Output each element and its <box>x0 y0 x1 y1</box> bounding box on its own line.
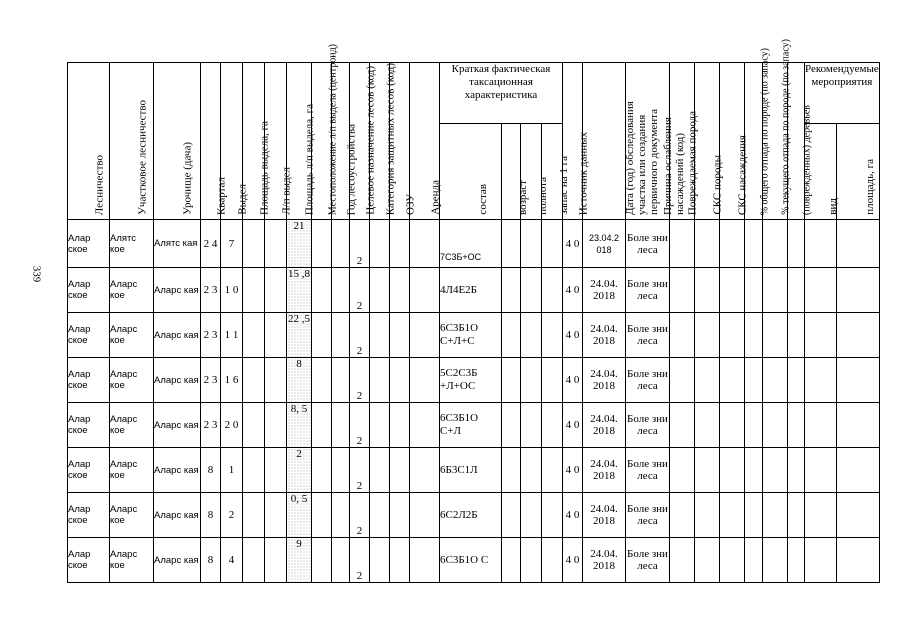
table-row <box>68 493 880 538</box>
col-pct-total: % общего отпада по породе (по запасу) <box>745 63 763 220</box>
cell-quarter: 8 <box>201 493 221 538</box>
cell-empty <box>788 403 805 448</box>
cell-empty <box>312 493 332 538</box>
cell-empty <box>805 313 837 358</box>
cell-empty <box>720 358 745 403</box>
cell-empty <box>720 493 745 538</box>
cell-purpose: 2 <box>350 403 370 448</box>
cell-plot-area: 2 <box>287 448 312 493</box>
cell-tract: Аларс кая <box>154 493 201 538</box>
cell-source: 4 0 <box>563 403 583 448</box>
cell-tract: Аларс кая <box>154 358 201 403</box>
cell-forestry: Алар ское <box>68 538 110 583</box>
cell-empty <box>410 538 440 583</box>
cell-date: 24.04. 2018 <box>583 538 626 583</box>
cell-plot-area: 21 <box>287 220 312 268</box>
col-source: Источник данных <box>563 63 583 220</box>
cell-empty <box>410 358 440 403</box>
cell-empty <box>243 358 265 403</box>
cell-empty <box>670 538 695 583</box>
col-stand: Выдел <box>221 63 243 220</box>
cell-composition: 7С3Б+ОС <box>440 220 502 268</box>
cell-empty <box>745 493 763 538</box>
cell-district: Аларс кое <box>110 313 154 358</box>
cell-date: 24.04. 2018 <box>583 358 626 403</box>
cell-composition: 6С3Б1О С+Л <box>440 403 502 448</box>
cell-empty <box>837 220 879 268</box>
col-ozu: ОЗУ <box>390 63 410 220</box>
cell-plot-area: 9 <box>287 538 312 583</box>
col-density: полнота <box>521 124 542 220</box>
table-row <box>68 448 880 493</box>
cell-source: 4 0 <box>563 493 583 538</box>
cell-empty <box>788 220 805 268</box>
cell-stand: 7 <box>221 220 243 268</box>
cell-district: Аларс кое <box>110 448 154 493</box>
cell-quarter: 2 3 <box>201 268 221 313</box>
cell-empty <box>670 358 695 403</box>
cell-empty <box>410 403 440 448</box>
cell-empty <box>788 538 805 583</box>
col-tract: Урочище (дача) <box>154 63 201 220</box>
cell-empty <box>837 448 879 493</box>
cell-purpose: 2 <box>350 358 370 403</box>
cell-forestry: Алар ское <box>68 220 110 268</box>
cell-empty <box>745 403 763 448</box>
cell-empty <box>390 313 410 358</box>
cell-empty <box>312 403 332 448</box>
cell-empty <box>670 313 695 358</box>
col-forestry: Лесничество <box>68 63 110 220</box>
cell-empty <box>837 403 879 448</box>
cell-empty <box>370 493 390 538</box>
cell-source: 4 0 <box>563 220 583 268</box>
cell-quarter: 2 3 <box>201 313 221 358</box>
cell-purpose: 2 <box>350 220 370 268</box>
cell-date: 24.04. 2018 <box>583 403 626 448</box>
cell-empty <box>370 220 390 268</box>
cell-empty <box>745 358 763 403</box>
cell-empty <box>243 268 265 313</box>
cell-empty <box>502 538 521 583</box>
cell-empty <box>370 448 390 493</box>
cell-empty <box>243 313 265 358</box>
cell-empty <box>670 448 695 493</box>
cell-empty <box>390 403 410 448</box>
cell-quarter: 2 3 <box>201 358 221 403</box>
cell-forestry: Алар ское <box>68 403 110 448</box>
cell-empty <box>788 268 805 313</box>
cell-empty <box>265 448 287 493</box>
col-sks-stand: СКС насаждения <box>720 63 745 220</box>
cell-empty <box>837 358 879 403</box>
cell-empty <box>502 268 521 313</box>
cell-empty <box>695 268 720 313</box>
cell-empty <box>332 403 350 448</box>
cell-stand: 1 1 <box>221 313 243 358</box>
col-sks-species: СКС породы <box>695 63 720 220</box>
cell-empty <box>502 358 521 403</box>
cell-empty <box>332 538 350 583</box>
cell-forestry: Алар ское <box>68 448 110 493</box>
cell-date: 24.04. 2018 <box>583 493 626 538</box>
cell-empty <box>370 403 390 448</box>
cell-purpose: 2 <box>350 448 370 493</box>
cell-empty <box>695 403 720 448</box>
cell-empty <box>745 313 763 358</box>
col-protect-category: Категория защитных лесов (код) <box>370 63 390 220</box>
cell-empty <box>542 538 563 583</box>
cell-tract: Аларс кая <box>154 538 201 583</box>
cell-empty <box>265 538 287 583</box>
cell-empty <box>670 493 695 538</box>
cell-empty <box>502 313 521 358</box>
cell-empty <box>390 268 410 313</box>
cell-empty <box>745 220 763 268</box>
cell-plot-area: 0, 5 <box>287 493 312 538</box>
cell-composition: 6С3Б1О С+Л+С <box>440 313 502 358</box>
cell-empty <box>695 493 720 538</box>
cell-empty <box>502 448 521 493</box>
cell-empty <box>265 403 287 448</box>
cell-date: 24.04. 2018 <box>583 268 626 313</box>
col-survey-year: Год лесоустройства <box>332 63 350 220</box>
cell-source: 4 0 <box>563 448 583 493</box>
cell-empty <box>410 268 440 313</box>
cell-empty <box>390 358 410 403</box>
cell-empty <box>332 493 350 538</box>
cell-empty <box>502 493 521 538</box>
cell-empty <box>502 220 521 268</box>
cell-empty <box>670 403 695 448</box>
cell-plot-area: 22 ,5 <box>287 313 312 358</box>
col-cause: Причина ослабления насаждений (код) <box>626 63 670 220</box>
cell-empty <box>312 358 332 403</box>
cell-empty <box>265 313 287 358</box>
cell-empty <box>521 268 542 313</box>
cell-empty <box>805 358 837 403</box>
cell-tract: Аларс кая <box>154 313 201 358</box>
cell-empty <box>243 448 265 493</box>
cell-empty <box>837 493 879 538</box>
cell-plot-area: 8 <box>287 358 312 403</box>
cell-empty <box>763 403 788 448</box>
cell-empty <box>670 220 695 268</box>
cell-source: 4 0 <box>563 313 583 358</box>
table-row <box>68 268 880 313</box>
cell-empty <box>695 220 720 268</box>
cell-stand: 2 <box>221 493 243 538</box>
cell-empty <box>265 358 287 403</box>
col-composition: состав <box>440 124 502 220</box>
cell-empty <box>370 313 390 358</box>
cell-composition: 6С2Л2Б <box>440 493 502 538</box>
cell-quarter: 2 4 <box>201 220 221 268</box>
cell-cause: Боле зни леса <box>626 538 670 583</box>
cell-stand: 1 0 <box>221 268 243 313</box>
cell-empty <box>788 358 805 403</box>
col-purpose: Целевое назначение лесов (код) <box>350 63 370 220</box>
cell-empty <box>695 358 720 403</box>
cell-empty <box>243 493 265 538</box>
cell-purpose: 2 <box>350 268 370 313</box>
group-recommended-measures: Рекомендуемые мероприятия <box>805 63 880 124</box>
cell-purpose: 2 <box>350 538 370 583</box>
cell-empty <box>410 448 440 493</box>
cell-empty <box>695 448 720 493</box>
cell-empty <box>521 403 542 448</box>
cell-empty <box>745 268 763 313</box>
cell-district: Аларс кое <box>110 538 154 583</box>
cell-purpose: 2 <box>350 493 370 538</box>
col-plot: Л/п выдел <box>265 63 287 220</box>
cell-empty <box>332 313 350 358</box>
cell-empty <box>243 403 265 448</box>
cell-empty <box>312 448 332 493</box>
cell-empty <box>542 358 563 403</box>
cell-empty <box>312 220 332 268</box>
cell-district: Аларс кое <box>110 403 154 448</box>
cell-empty <box>670 268 695 313</box>
cell-empty <box>805 538 837 583</box>
cell-empty <box>542 220 563 268</box>
cell-empty <box>243 220 265 268</box>
cell-plot-area: 15 ,8 <box>287 268 312 313</box>
table-row <box>68 220 880 268</box>
cell-composition: 6Б3С1Л <box>440 448 502 493</box>
col-age: возраст <box>502 124 521 220</box>
cell-cause: Боле зни леса <box>626 313 670 358</box>
cell-empty <box>695 538 720 583</box>
cell-empty <box>720 220 745 268</box>
cell-forestry: Алар ское <box>68 358 110 403</box>
cell-district: Алятс кое <box>110 220 154 268</box>
cell-empty <box>390 448 410 493</box>
cell-empty <box>370 538 390 583</box>
col-pct-damaged: (поврежденных) деревьев <box>788 63 805 220</box>
col-district: Участковое лесничество <box>110 63 154 220</box>
cell-empty <box>390 493 410 538</box>
cell-empty <box>410 313 440 358</box>
cell-empty <box>763 268 788 313</box>
cell-composition: 5С2С3Б +Л+ОС <box>440 358 502 403</box>
cell-tract: Аларс кая <box>154 448 201 493</box>
cell-empty <box>788 448 805 493</box>
cell-cause: Боле зни леса <box>626 493 670 538</box>
cell-district: Аларс кое <box>110 493 154 538</box>
col-quarter: Квартал <box>201 63 221 220</box>
cell-empty <box>410 493 440 538</box>
cell-empty <box>763 313 788 358</box>
cell-empty <box>805 493 837 538</box>
cell-empty <box>332 448 350 493</box>
cell-tract: Аларс кая <box>154 268 201 313</box>
cell-empty <box>805 220 837 268</box>
cell-quarter: 8 <box>201 448 221 493</box>
col-damaged-species: Повреждаемая порода <box>670 63 695 220</box>
cell-empty <box>312 538 332 583</box>
cell-empty <box>521 448 542 493</box>
cell-empty <box>521 358 542 403</box>
cell-cause: Боле зни леса <box>626 358 670 403</box>
col-lease: Аренда <box>410 63 440 220</box>
cell-empty <box>542 493 563 538</box>
cell-composition: 6С3Б1О С <box>440 538 502 583</box>
cell-empty <box>521 313 542 358</box>
cell-empty <box>521 538 542 583</box>
cell-empty <box>542 268 563 313</box>
cell-empty <box>521 493 542 538</box>
cell-empty <box>521 220 542 268</box>
cell-stand: 4 <box>221 538 243 583</box>
cell-tract: Аларс кая <box>154 403 201 448</box>
cell-empty <box>542 313 563 358</box>
header-row-top <box>68 63 880 124</box>
group-brief-characteristic: Краткая фактическая таксационная характеристика <box>440 63 563 124</box>
cell-empty <box>720 538 745 583</box>
table-row <box>68 403 880 448</box>
cell-empty <box>805 448 837 493</box>
cell-empty <box>370 268 390 313</box>
cell-date: 24.04. 2018 <box>583 448 626 493</box>
cell-forestry: Алар ское <box>68 493 110 538</box>
cell-empty <box>243 538 265 583</box>
cell-empty <box>837 538 879 583</box>
cell-empty <box>720 268 745 313</box>
cell-empty <box>332 268 350 313</box>
cell-composition: 4Л4Е2Б <box>440 268 502 313</box>
cell-empty <box>805 403 837 448</box>
cell-empty <box>502 403 521 448</box>
cell-empty <box>542 448 563 493</box>
cell-plot-area: 8, 5 <box>287 403 312 448</box>
col-plot-area: Площадь л/п выдела, га <box>287 63 312 220</box>
cell-source: 4 0 <box>563 358 583 403</box>
cell-empty <box>312 313 332 358</box>
col-stock: запас на 1 га <box>542 124 563 220</box>
col-rec-area: площадь, га <box>837 124 879 220</box>
cell-cause: Боле зни леса <box>626 448 670 493</box>
cell-empty <box>720 448 745 493</box>
cell-purpose: 2 <box>350 313 370 358</box>
cell-empty <box>720 403 745 448</box>
cell-empty <box>763 493 788 538</box>
cell-empty <box>332 220 350 268</box>
cell-empty <box>370 358 390 403</box>
cell-empty <box>745 448 763 493</box>
cell-date: 23.04.2 018 <box>583 220 626 268</box>
cell-forestry: Алар ское <box>68 268 110 313</box>
page-number: 339 <box>30 265 43 283</box>
cell-empty <box>763 448 788 493</box>
cell-district: Аларс кое <box>110 268 154 313</box>
cell-forestry: Алар ское <box>68 313 110 358</box>
cell-empty <box>837 268 879 313</box>
cell-empty <box>265 268 287 313</box>
cell-cause: Боле зни леса <box>626 403 670 448</box>
cell-empty <box>390 220 410 268</box>
cell-empty <box>265 493 287 538</box>
table-body <box>68 220 880 583</box>
cell-source: 4 0 <box>563 538 583 583</box>
cell-source: 4 0 <box>563 268 583 313</box>
cell-quarter: 8 <box>201 538 221 583</box>
cell-empty <box>410 220 440 268</box>
cell-empty <box>837 313 879 358</box>
cell-stand: 1 <box>221 448 243 493</box>
cell-empty <box>332 358 350 403</box>
col-survey-date: Дата (год) обследования участка или создания первичного документа <box>583 63 626 220</box>
cell-empty <box>542 403 563 448</box>
cell-cause: Боле зни леса <box>626 220 670 268</box>
cell-empty <box>788 493 805 538</box>
cell-date: 24.04. 2018 <box>583 313 626 358</box>
table-row <box>68 538 880 583</box>
cell-empty <box>390 538 410 583</box>
cell-empty <box>763 220 788 268</box>
cell-district: Аларс кое <box>110 358 154 403</box>
cell-empty <box>695 313 720 358</box>
cell-cause: Боле зни леса <box>626 268 670 313</box>
cell-empty <box>805 268 837 313</box>
cell-empty <box>763 358 788 403</box>
cell-empty <box>265 220 287 268</box>
col-pct-current: % текущего отпада по породе (по запасу) <box>763 63 788 220</box>
cell-empty <box>720 313 745 358</box>
cell-empty <box>745 538 763 583</box>
cell-empty <box>763 538 788 583</box>
col-plot-location: Местоположение л/п выдела (центроид) <box>312 63 332 220</box>
cell-tract: Алятс кая <box>154 220 201 268</box>
cell-stand: 2 0 <box>221 403 243 448</box>
cell-empty <box>788 313 805 358</box>
table-row <box>68 313 880 358</box>
forest-pathology-table <box>67 39 880 583</box>
table-row <box>68 358 880 403</box>
cell-empty <box>312 268 332 313</box>
col-rec-type: вид <box>805 124 837 220</box>
col-stand-area: Площадь выдела, га <box>243 63 265 220</box>
cell-stand: 1 6 <box>221 358 243 403</box>
cell-quarter: 2 3 <box>201 403 221 448</box>
